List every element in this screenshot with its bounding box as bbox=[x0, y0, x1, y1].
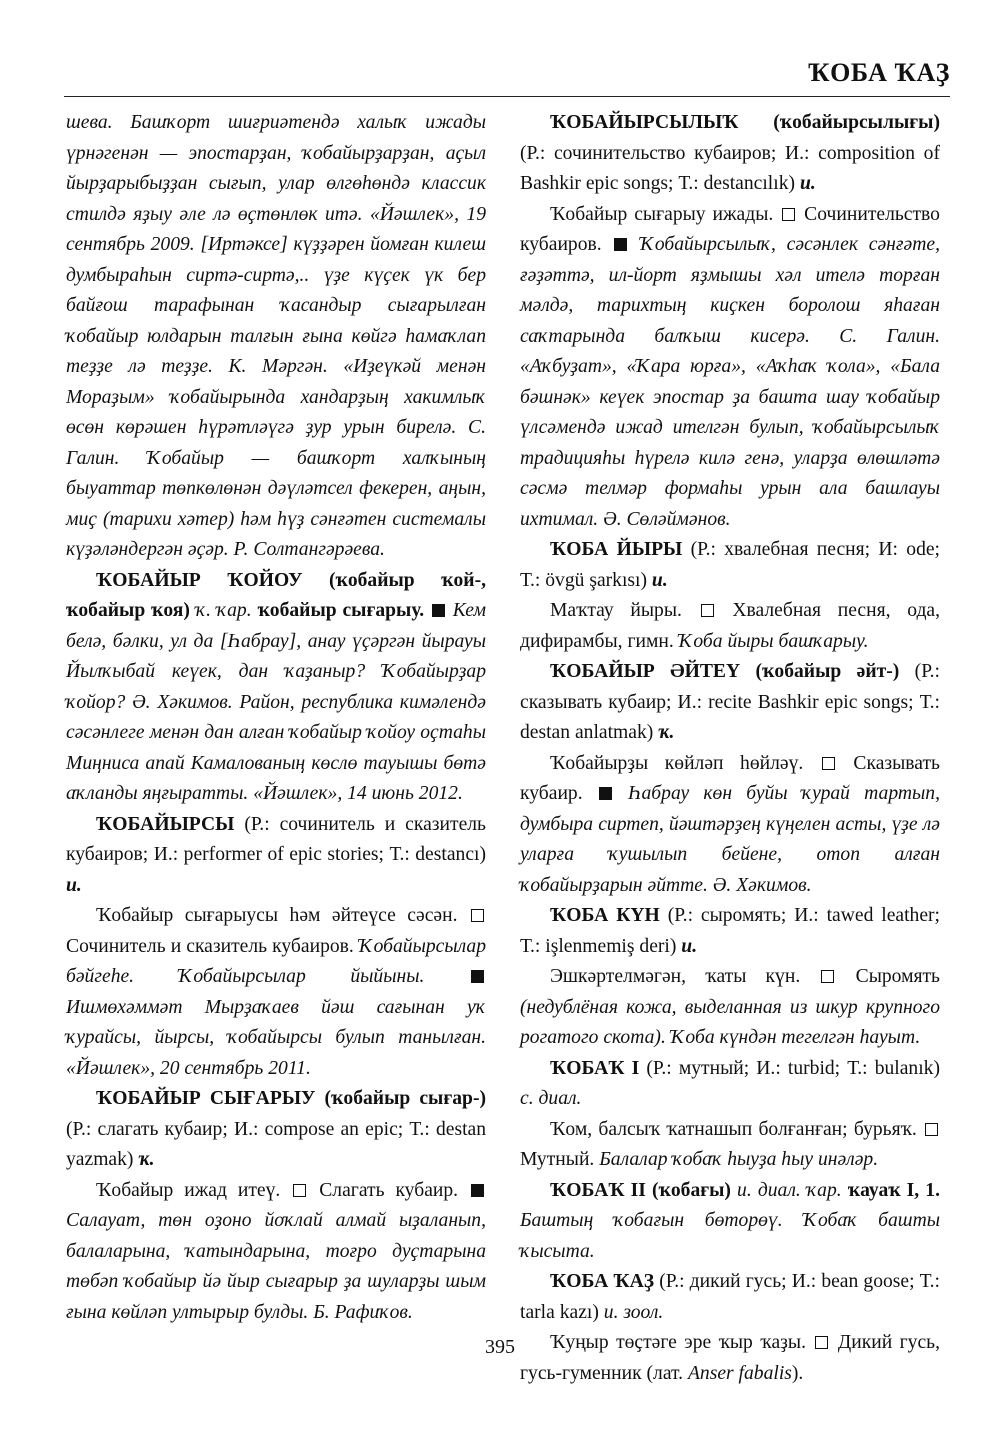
definition: Ҡобайыр сығарыусы һәм әйтеүсе сәсән. bbox=[96, 905, 458, 926]
definition: Маҡтау йыры. bbox=[550, 600, 682, 621]
phrases: Баштың ҡобағын бөторөү. Ҡобаҡ башты ҡысыта. bbox=[520, 1210, 940, 1262]
definition: Эшкәртелмәгән, ҡаты күн. bbox=[550, 966, 801, 987]
headword-forms: (ҡобағы) bbox=[651, 1179, 731, 1201]
definition: Ҡуңыр төҫтәге эре ҡыр ҡаҙы. bbox=[550, 1332, 806, 1353]
entry-koba-yiry-body bbox=[520, 596, 940, 657]
part-of-speech: и. bbox=[66, 874, 82, 896]
translations: (Р.: сочинитель и сказитель кубаиров; И.: performer of epic stories; Т.: destancı) bbox=[66, 813, 486, 865]
running-header bbox=[64, 58, 950, 97]
russian-equivalent: Хвалебная песня, ода, дифирамбы, гимн. bbox=[520, 600, 941, 652]
white-square-icon bbox=[782, 208, 795, 221]
translations: (Р.: мутный; И.: turbid; Т.: bulanık) bbox=[646, 1057, 940, 1079]
russian-equivalent: Слагать кубаир. bbox=[319, 1179, 459, 1201]
phrases: Ҡоба күндән тегелгән һауыт. bbox=[670, 1027, 921, 1048]
entry-kobayirsylyk-body bbox=[520, 200, 940, 536]
left-column bbox=[66, 108, 486, 1328]
grammar-label: и. диал. ҡар. bbox=[737, 1179, 842, 1201]
headword-forms: (ҡобайырсылығы) bbox=[773, 112, 940, 133]
example: Кем белә, бәлки, ул да [Һабрау], анау үҫәргән йырауы Йылҡыбай кеүек, дан ҡаҙаныр? Ҡобайырҙар ҡойор? Ә. Хәкимов. Район, республика кимәлендә сәсәнлеге менән дан алған ҡобайыр ҡойоу оҫтаһы Миңниса апай Камалованың көслө тауышы бөтә аҡланды яңғыратты. «Йәшлек», 14 июнь 2012. bbox=[66, 600, 486, 804]
definition: Ҡом, балсыҡ ҡатнашып болғанған; бурьяҡ. bbox=[550, 1118, 917, 1140]
white-square-icon bbox=[925, 1123, 938, 1136]
white-square-icon bbox=[701, 604, 714, 617]
black-square-icon bbox=[471, 970, 484, 983]
entry-koba-kaz bbox=[520, 1267, 940, 1328]
part-of-speech: ҡ. bbox=[138, 1149, 155, 1170]
headword: ҠОБАҠ II bbox=[550, 1179, 646, 1201]
translations: (Р.: дикий гусь; И.: bean goose; Т.: tarla kazı) bbox=[520, 1271, 941, 1323]
white-square-icon bbox=[471, 909, 484, 922]
russian-note: (недублёная кожа, выделанная из шкур крупного рогатого скота). bbox=[520, 996, 940, 1048]
white-square-icon bbox=[822, 757, 835, 770]
right-column bbox=[520, 108, 940, 1389]
definition: Ҡобайыр сығарыу ижады. bbox=[550, 203, 774, 225]
cross-reference: ҡауаҡ I, 1. bbox=[847, 1179, 940, 1201]
definition: Ҡобайыр ижад итеү. bbox=[96, 1179, 281, 1201]
headword: ҠОБАЙЫР ӘЙТЕҮ bbox=[550, 661, 741, 682]
running-title: ҠОБА ҠАҘ bbox=[808, 58, 950, 87]
headword: ҠОБА ҠАҘ bbox=[550, 1271, 655, 1292]
headword-forms: (ҡобайыр ҡой-, ҡобайыр ҡоя) bbox=[66, 569, 487, 621]
phrases: Балалар ҡобаҡ һыуҙа һыу инәләр. bbox=[599, 1149, 879, 1170]
phrases: Ҡобайырсылар бәйгеһе. Ҡобайырсылар йыйыны. bbox=[66, 935, 486, 987]
entry-kobayir-sygaryu bbox=[66, 1084, 486, 1176]
headword: ҠОБАҠ I bbox=[550, 1057, 640, 1079]
part-of-speech: с. диал. bbox=[520, 1088, 582, 1109]
black-square-icon bbox=[471, 1184, 484, 1197]
cross-reference: ҡобайыр сығарыу. bbox=[257, 600, 425, 621]
white-square-icon bbox=[293, 1184, 306, 1197]
example: Ҡобайырсылыҡ, сәсәнлек сәнғәте, ғәҙәттә, ил-йорт яҙмышы хәл ителә торған мәлдә, тарихтың киҫкен боролош яһаған саҡтарында балҡыш кисерә. С. Галин. «Аҡбуҙат», «Ҡара юрға», «Аҡһаҡ ҡола», «Бала бәшнәк» кеүек эпостар ҙа башта шау ҡобайыр үлсәмендә ижад ителгән булып, ҡобайырсылыҡ традицияһы һүрелә килә генә, уларҙа өлөшләтә сәсмә телмәр формаһы урын ала башлауы ихтимал. Ә. Сөләймәнов. bbox=[520, 234, 940, 530]
continued-entry bbox=[66, 108, 486, 566]
translations: (Р.: слагать кубаир; И.: compose an epic; Т.: destan yazmak) bbox=[66, 1118, 486, 1170]
part-of-speech: и. bbox=[651, 569, 668, 591]
entry-kobayir-aiteu bbox=[520, 657, 940, 749]
russian-equivalent: Сыромять bbox=[855, 966, 940, 987]
example: Салауат, төн оҙоно йоҡлай алмай ыҙаланып, балаларына, ҡатындарына, тоғро дуҫтарына төбәп ҡобайыр йә йыр сығарыр ҙа шуларҙы шым ғына көйләп ултырыр булды. Б. Рафиҡов. bbox=[66, 1210, 486, 1323]
entry-kobayir-koyou bbox=[66, 566, 486, 810]
grammar-label: ҡ. ҡар. bbox=[195, 600, 252, 621]
entry-koba-kun-body bbox=[520, 962, 940, 1054]
headword-forms: (ҡобайыр әйт-) bbox=[755, 661, 900, 682]
definition: Ҡобайырҙы көйләп һөйләү. bbox=[550, 752, 804, 774]
russian-equivalent: Сочинитель и сказитель кубаиров. bbox=[66, 935, 354, 957]
translations: (Р.: сыромять; И.: tawed leather; Т.: işlenmemiş deri) bbox=[520, 905, 940, 957]
translations: (Р.: хвалебная песня; И: ode; Т.: övgü şarkısı) bbox=[520, 539, 941, 591]
entry-koba-kun bbox=[520, 901, 940, 962]
headword: ҠОБАЙЫР ҠОЙОУ bbox=[96, 569, 303, 591]
headword: ҠОБАЙЫР СЫҒАРЫУ bbox=[96, 1088, 316, 1109]
page-number: 395 bbox=[485, 1336, 515, 1358]
entry-kobak-2 bbox=[520, 1176, 940, 1268]
russian-equivalent: Сказывать кубаир. bbox=[520, 752, 940, 804]
headword: ҠОБА ЙЫРЫ bbox=[550, 539, 683, 560]
entry-kobak-1 bbox=[520, 1054, 940, 1115]
entry-kobak-1-body bbox=[520, 1115, 940, 1176]
entry-kobayirsy bbox=[66, 810, 486, 902]
black-square-icon bbox=[614, 238, 627, 251]
continued-text: шева. Башҡорт шиғриәтендә халыҡ ижады үрнәгенән — эпостарҙан, ҡобайырҙарҙан, аҫыл йырҙарыбыҙҙан сығып, улар өлгөһөндә классик стилдә яҙыу әле лә өҫтөнлөк итә. «Йәшлек», 19 сентябрь 2009. [Иртәксе] күҙҙәрен йомған килеш думбыраһын сиртә-сиртә,.. үҙе күҫек үк бер байғош тарафынан ҡасандыр сығарылған ҡобайыр юлдарын талғын ғына көйгә һамаҡлап теҙҙе лә теҙҙе. К. Мәргән. «Иҙеүкәй менән Мораҙым» ҡобайырында хандарҙың хакимлыҡ өсөн көрәшен һүрәтләүгә ҙур урын бирелә. С. Галин. Ҡобайыр — башҡорт халҡының быуаттар төпкөлөнән дәүләтсел фекерен, аңын, миҫ (тарихи хәтер) һәм һүҙ сәнғәтен системалы күҙәләндергән әҫәр. Р. Солтангәрәева. bbox=[66, 112, 486, 560]
translations: (Р.: сказывать кубаир; И.: recite Bashkir epic songs; Т.: destan anlatmak) bbox=[520, 661, 940, 743]
part-of-speech: и. bbox=[681, 935, 698, 957]
entry-kobayir-aiteu-body bbox=[520, 749, 940, 902]
headword: ҠОБАЙЫРСЫ bbox=[96, 813, 235, 835]
headword: ҠОБА КҮН bbox=[550, 905, 660, 926]
translations: (Р.: сочинительство кубаиров; И.: composition of Bashkir epic songs; Т.: destancılık) bbox=[520, 142, 940, 194]
black-square-icon bbox=[432, 604, 445, 617]
entry-koba-yiry bbox=[520, 535, 940, 596]
entry-kobayirsy-body bbox=[66, 901, 486, 1084]
russian-equivalent: Сочинительство кубаиров. bbox=[520, 203, 940, 255]
latin-name: Anser fabalis bbox=[687, 1362, 792, 1384]
headword: ҠОБАЙЫРСЫЛЫҠ bbox=[550, 112, 739, 133]
part-of-speech: и. зоол. bbox=[603, 1301, 664, 1323]
example: Ишмөхәммәт Мырҙаҡаев йәш сағынан уҡ ҡурайсы, йырсы, ҡобайырсы булып танылған. «Йәшлек», 20 сентябрь 2011. bbox=[66, 996, 486, 1079]
black-square-icon bbox=[599, 787, 612, 800]
phrases: Ҡоба йыры башҡарыу. bbox=[678, 630, 869, 652]
example: Һабрау көн буйы ҡурай тартып, думбыра сиртеп, йәштәрҙең күңелен асты, үҙе лә уларға ҡушылып бейене, отоп алған ҡобайырҙарын әйтте. Ә. Хәкимов. bbox=[520, 783, 940, 896]
white-square-icon bbox=[821, 970, 834, 983]
entry-kobayir-sygaryu-body bbox=[66, 1176, 486, 1329]
russian-equivalent: Мутный. bbox=[520, 1149, 595, 1170]
part-of-speech: и. bbox=[799, 173, 816, 194]
closing-punct: ). bbox=[791, 1362, 804, 1384]
russian-equivalent: Дикий гусь, гусь-гуменник (лат. bbox=[520, 1332, 940, 1384]
part-of-speech: ҡ. bbox=[658, 722, 675, 743]
headword-forms: (ҡобайыр сығар-) bbox=[324, 1088, 486, 1109]
entry-kobayirsylyk bbox=[520, 108, 940, 200]
